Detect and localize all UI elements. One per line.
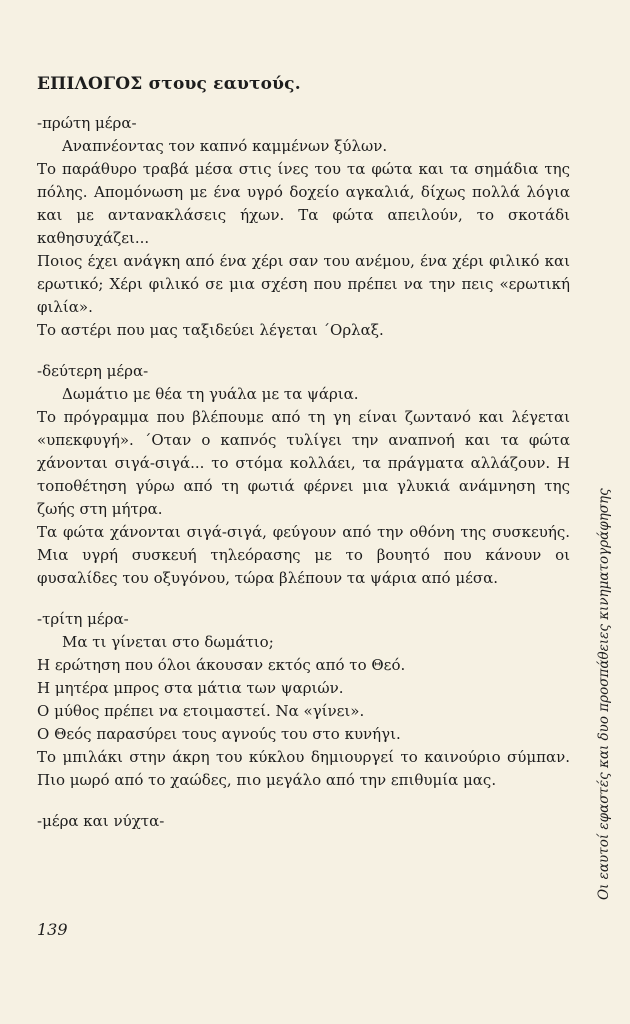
paragraph: Το παράθυρο τραβά μέσα στις ίνες του τα φώτα και τα σημάδια της πόλης. Απομόνωση με ένα υγρό δοχείο αγκαλιά, δίχως πολλά λόγια και με αντανακλάσεις ήχων. Τα φώτα απειλούν, το σκοτάδι καθησυχάζει...	[37, 160, 570, 247]
section-label: -τρίτη μέρα-	[37, 610, 129, 628]
sections-container	[37, 112, 570, 833]
chapter-heading: ΕΠΙΛΟΓΟΣ στους εαυτούς.	[37, 74, 301, 94]
page-number: 139	[37, 920, 68, 939]
section	[37, 810, 570, 833]
paragraph: Το αστέρι που μας ταξιδεύει λέγεται ΄Ορλαξ.	[37, 321, 384, 339]
section	[37, 112, 570, 342]
paragraph: Αναπνέοντας τον καπνό καμμένων ξύλων.	[62, 137, 388, 155]
paragraph: Το πρόγραμμα που βλέπουμε από τη γη είναι ζωντανό και λέγεται «υπεκφυγή». ΄Οταν ο καπνός τυλίγει την αναπνοή και τα φώτα χάνονται σιγά-σιγά... το στόμα κολλάει, τα πράγματα αλλάζουν. Η τοποθέτηση γύρω από τη φωτιά φέρνει μια γλυκιά ανάμνηση της ζωής στη μήτρα.	[37, 408, 570, 518]
paragraph: Ο Θεός παρασύρει τους αγνούς του στο κυνήγι.	[37, 725, 401, 743]
paragraph: Η ερώτηση που όλοι άκουσαν εκτός από το Θεό.	[37, 656, 406, 674]
paragraph: Δωμάτιο με θέα τη γυάλα με τα ψάρια.	[62, 385, 359, 403]
section	[37, 360, 570, 590]
paragraph: Τα φώτα χάνονται σιγά-σιγά, φεύγουν από την οθόνη της συσκευής. Μια υγρή συσκευή τηλεόρασης με το βουητό που κάνουν οι φυσαλίδες του οξυγόνου, τώρα βλέπουν τα ψάρια από μέσα.	[37, 523, 570, 587]
paragraph: Η μητέρα μπρος στα μάτια των ψαριών.	[37, 679, 344, 697]
section-label: -πρώτη μέρα-	[37, 114, 137, 132]
paragraph: Μα τι γίνεται στο δωμάτιο;	[62, 633, 274, 651]
running-title-vertical: Οι εαυτοί εφαστές και δυο προσπάθειες κινηματογράφησης	[596, 488, 612, 900]
paragraph: Ο μύθος πρέπει να ετοιμαστεί. Να «γίνει».	[37, 702, 365, 720]
page-content	[37, 74, 570, 851]
paragraph: Ποιος έχει ανάγκη από ένα χέρι σαν του ανέμου, ένα χέρι φιλικό και ερωτικό; Χέρι φιλικό σε μια σχέση που πρέπει να την πεις «ερωτική φιλία».	[37, 252, 570, 316]
section-label: -μέρα και νύχτα-	[37, 812, 165, 830]
section-label: -δεύτερη μέρα-	[37, 362, 149, 380]
section	[37, 608, 570, 792]
paragraph: Το μπιλάκι στην άκρη του κύκλου δημιουργεί το καινούριο σύμπαν. Πιο μωρό από το χαώδες, πιο μεγάλο από την επιθυμία μας.	[37, 748, 570, 789]
